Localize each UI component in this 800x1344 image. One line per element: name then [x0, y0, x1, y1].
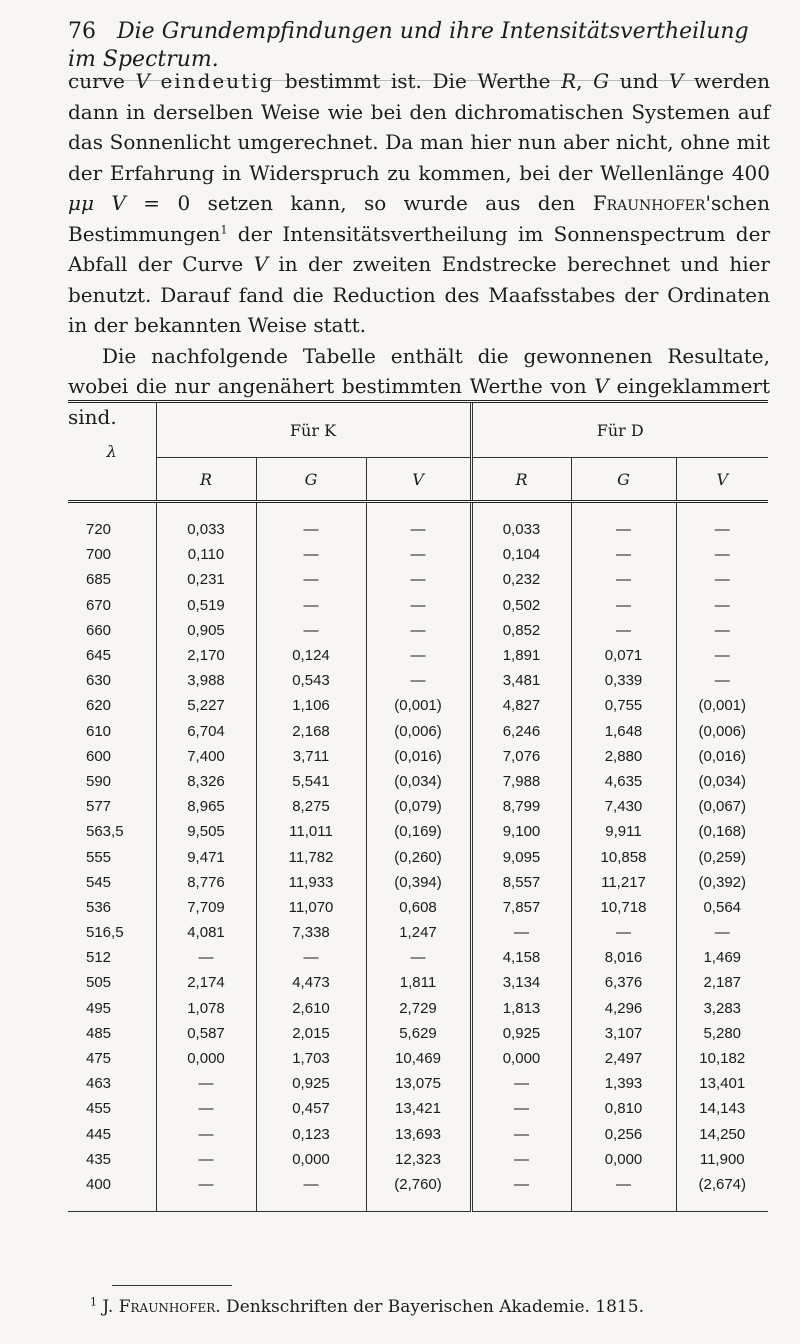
wavelength-cell: 700 [86, 546, 112, 564]
value-cell: 0,110 [156, 542, 256, 567]
wavelength-cell: 645 [86, 647, 112, 665]
value-cell: 1,648 [571, 719, 676, 744]
value-cell: 0,033 [471, 502, 571, 543]
value-cell: — [676, 643, 768, 668]
value-cell: — [471, 1122, 571, 1147]
text-span: Die nachfolgende Tabelle enthält die gewonnenen Resultate, wobei die nur angenähert bestimmten Werthe von [68, 343, 770, 398]
value-cell: 4,827 [471, 693, 571, 718]
value-cell: 14,250 [676, 1122, 768, 1147]
value-cell: — [676, 618, 768, 643]
value-cell: 2,187 [676, 970, 768, 995]
value-cell: — [256, 593, 366, 618]
table-row [68, 643, 768, 668]
value-cell: 11,933 [256, 870, 366, 895]
text-span: 'schen Bestimmungen [68, 191, 771, 246]
wavelength-cell: 590 [86, 772, 112, 790]
wavelength-cell: 435 [86, 1150, 112, 1168]
value-cell: 2,729 [366, 996, 471, 1021]
value-cell: 7,400 [156, 744, 256, 769]
value-cell: 10,718 [571, 895, 676, 920]
wavelength-cell: 720 [86, 521, 112, 539]
table-row [68, 1021, 768, 1046]
value-cell: 0,000 [256, 1147, 366, 1172]
wavelength-cell: 563,5 [86, 823, 124, 841]
wavelength-cell: 660 [86, 621, 112, 639]
value-cell: (0,006) [366, 719, 471, 744]
text-span: , [576, 69, 594, 93]
value-cell: — [256, 945, 366, 970]
value-cell: 0,852 [471, 618, 571, 643]
unit-mumu: μμ [68, 191, 94, 215]
value-cell: 10,469 [366, 1046, 471, 1071]
value-cell: 0,124 [256, 643, 366, 668]
value-cell: 8,776 [156, 870, 256, 895]
value-cell: — [571, 567, 676, 592]
lambda-header: λ [68, 402, 156, 502]
value-cell: 0,564 [676, 895, 768, 920]
value-cell: 2,170 [156, 643, 256, 668]
value-cell: 8,326 [156, 769, 256, 794]
value-cell: 0,755 [571, 693, 676, 718]
paragraph-1 [68, 66, 770, 341]
value-cell: (0,016) [366, 744, 471, 769]
value-cell: — [471, 920, 571, 945]
value-cell: 7,988 [471, 769, 571, 794]
value-cell: 4,296 [571, 996, 676, 1021]
value-cell: — [256, 618, 366, 643]
table-row [68, 1046, 768, 1071]
table-row [68, 744, 768, 769]
col-header-k-v: V [366, 458, 471, 502]
value-cell: 8,275 [256, 794, 366, 819]
value-cell: — [256, 1172, 366, 1212]
value-cell: — [256, 502, 366, 543]
value-cell: 0,502 [471, 593, 571, 618]
wavelength-cell: 670 [86, 596, 112, 614]
value-cell: 3,107 [571, 1021, 676, 1046]
wavelength-cell: 577 [86, 798, 112, 816]
value-cell: 6,704 [156, 719, 256, 744]
results-table [68, 400, 768, 1212]
text-span [94, 191, 111, 215]
value-cell: — [471, 1096, 571, 1121]
value-cell: 0,000 [571, 1147, 676, 1172]
value-cell: — [156, 945, 256, 970]
var-g: G [593, 69, 610, 93]
var-v: V [668, 69, 684, 93]
value-cell: — [156, 1147, 256, 1172]
value-cell: (0,392) [676, 870, 768, 895]
value-cell: — [676, 668, 768, 693]
value-cell: 0,033 [156, 502, 256, 543]
var-v: V [111, 191, 126, 215]
value-cell: — [366, 593, 471, 618]
value-cell: — [256, 542, 366, 567]
value-cell: 5,280 [676, 1021, 768, 1046]
value-cell: 8,799 [471, 794, 571, 819]
value-cell: — [676, 567, 768, 592]
value-cell: — [571, 920, 676, 945]
value-cell: 4,158 [471, 945, 571, 970]
wavelength-cell: 485 [86, 1024, 112, 1042]
value-cell: 11,782 [256, 844, 366, 869]
value-cell: 4,635 [571, 769, 676, 794]
var-v: V [253, 252, 269, 276]
value-cell: 2,880 [571, 744, 676, 769]
col-header-d-v: V [676, 458, 768, 502]
value-cell: 4,081 [156, 920, 256, 945]
value-cell: — [366, 542, 471, 567]
value-cell: 0,905 [156, 618, 256, 643]
value-cell: (0,006) [676, 719, 768, 744]
text-span: und [609, 69, 669, 93]
value-cell: — [156, 1071, 256, 1096]
var-v: V [135, 69, 150, 93]
value-cell: 9,095 [471, 844, 571, 869]
table-row [68, 895, 768, 920]
value-cell: (2,674) [676, 1172, 768, 1212]
value-cell: (0,034) [676, 769, 768, 794]
value-cell: 3,988 [156, 668, 256, 693]
value-cell: 0,256 [571, 1122, 676, 1147]
group-d-label: Für D [596, 420, 644, 440]
value-cell: 13,421 [366, 1096, 471, 1121]
wavelength-cell: 610 [86, 722, 112, 740]
value-cell: — [366, 668, 471, 693]
wavelength-cell: 630 [86, 672, 112, 690]
footnote-rule [112, 1285, 232, 1286]
spaced-word: eindeutig [160, 69, 275, 93]
value-cell: (0,260) [366, 844, 471, 869]
text-span: curve [68, 69, 136, 93]
value-cell: 0,457 [256, 1096, 366, 1121]
value-cell: (0,001) [676, 693, 768, 718]
value-cell: 13,075 [366, 1071, 471, 1096]
value-cell: 1,078 [156, 996, 256, 1021]
value-cell: 0,104 [471, 542, 571, 567]
text-span: bestimmt ist. Die Werthe [274, 69, 562, 93]
table-row [68, 693, 768, 718]
wavelength-cell: 495 [86, 999, 112, 1017]
value-cell: 0,925 [471, 1021, 571, 1046]
value-cell: 9,911 [571, 819, 676, 844]
value-cell: (0,168) [676, 819, 768, 844]
text-span: eingeklammert sind. [68, 374, 770, 429]
table-row [68, 844, 768, 869]
value-cell: — [676, 920, 768, 945]
value-cell: 6,246 [471, 719, 571, 744]
text-span: in der zweiten Endstrecke berechnet und hier benutzt. Darauf fand die Reduction des Maafsstabes der Ordinaten in der bekannten Weise statt. [68, 252, 770, 337]
table-row [68, 668, 768, 693]
value-cell: 0,000 [156, 1046, 256, 1071]
footnote [90, 1295, 780, 1319]
value-cell: 2,610 [256, 996, 366, 1021]
value-cell: 8,557 [471, 870, 571, 895]
group-header-k [156, 402, 471, 458]
value-cell: 7,857 [471, 895, 571, 920]
value-cell: 14,143 [676, 1096, 768, 1121]
value-cell: 0,000 [471, 1046, 571, 1071]
wavelength-cell: 475 [86, 1050, 112, 1068]
table-body [68, 502, 768, 1212]
value-cell: 3,711 [256, 744, 366, 769]
table-row [68, 769, 768, 794]
value-cell: 3,134 [471, 970, 571, 995]
value-cell: 1,393 [571, 1071, 676, 1096]
wavelength-cell: 545 [86, 873, 112, 891]
value-cell: 3,283 [676, 996, 768, 1021]
table-row [68, 1147, 768, 1172]
var-v: V [594, 374, 609, 398]
footnote-ref[interactable]: 1 [220, 222, 228, 236]
value-cell: — [471, 1172, 571, 1212]
value-cell: — [571, 502, 676, 543]
value-cell: — [366, 618, 471, 643]
value-cell: — [471, 1071, 571, 1096]
value-cell: — [571, 593, 676, 618]
wavelength-cell: 536 [86, 898, 112, 916]
value-cell: — [571, 542, 676, 567]
value-cell: — [676, 593, 768, 618]
wavelength-cell: 685 [86, 571, 112, 589]
group-header-d [471, 402, 768, 458]
value-cell: 0,925 [256, 1071, 366, 1096]
value-cell: 1,703 [256, 1046, 366, 1071]
value-cell: — [676, 502, 768, 543]
col-header-k-g: G [256, 458, 366, 502]
table-row [68, 996, 768, 1021]
footnote-author: J. Fraunhofer. [102, 1297, 221, 1317]
value-cell: 1,891 [471, 643, 571, 668]
value-cell: — [156, 1172, 256, 1212]
value-cell: (2,760) [366, 1172, 471, 1212]
value-cell: 0,339 [571, 668, 676, 693]
wavelength-cell: 512 [86, 949, 112, 967]
value-cell: — [471, 1147, 571, 1172]
value-cell: (0,169) [366, 819, 471, 844]
value-cell: (0,079) [366, 794, 471, 819]
table-row [68, 970, 768, 995]
value-cell: 10,182 [676, 1046, 768, 1071]
table-row [68, 945, 768, 970]
value-cell: 11,070 [256, 895, 366, 920]
value-cell: 5,227 [156, 693, 256, 718]
value-cell: — [366, 643, 471, 668]
wavelength-cell: 516,5 [86, 924, 124, 942]
value-cell: 0,519 [156, 593, 256, 618]
value-cell: 2,497 [571, 1046, 676, 1071]
table-row [68, 618, 768, 643]
table-row [68, 1172, 768, 1212]
table-row [68, 819, 768, 844]
value-cell: — [366, 502, 471, 543]
value-cell: 11,217 [571, 870, 676, 895]
value-cell: 3,481 [471, 668, 571, 693]
table-row [68, 1071, 768, 1096]
table-row [68, 719, 768, 744]
value-cell: 1,247 [366, 920, 471, 945]
table-row [68, 870, 768, 895]
table-row [68, 1096, 768, 1121]
value-cell: 0,123 [256, 1122, 366, 1147]
value-cell: 5,541 [256, 769, 366, 794]
value-cell: (0,034) [366, 769, 471, 794]
value-cell: 8,016 [571, 945, 676, 970]
value-cell: — [156, 1122, 256, 1147]
value-cell: 7,430 [571, 794, 676, 819]
value-cell: 2,168 [256, 719, 366, 744]
value-cell: 13,401 [676, 1071, 768, 1096]
value-cell: 0,810 [571, 1096, 676, 1121]
value-cell: 1,469 [676, 945, 768, 970]
value-cell: 1,811 [366, 970, 471, 995]
value-cell: 1,813 [471, 996, 571, 1021]
wavelength-cell: 455 [86, 1100, 112, 1118]
table-row [68, 502, 768, 543]
table-row [68, 794, 768, 819]
text-span: werden dann in derselben Weise wie bei den dichromatischen Systemen auf das Sonnenlicht umgerechnet. Da man hier nun aber nicht, ohne mit der Erfahrung in Widerspruch zu kommen, bei der Wellenlänge 400 [68, 69, 770, 185]
value-cell: 0,587 [156, 1021, 256, 1046]
value-cell: — [366, 945, 471, 970]
author-name: Fraunhofer [592, 191, 706, 215]
value-cell: 0,543 [256, 668, 366, 693]
value-cell: 13,693 [366, 1122, 471, 1147]
text-span: der Intensitätsvertheilung im Sonnenspectrum der Abfall der Curve [68, 221, 770, 276]
value-cell: 9,471 [156, 844, 256, 869]
value-cell: 6,376 [571, 970, 676, 995]
value-cell: 11,900 [676, 1147, 768, 1172]
wavelength-cell: 400 [68, 1172, 156, 1212]
table-row [68, 542, 768, 567]
table-row [68, 1122, 768, 1147]
value-cell: (0,067) [676, 794, 768, 819]
value-cell: 5,629 [366, 1021, 471, 1046]
value-cell: — [156, 1096, 256, 1121]
value-cell: (0,016) [676, 744, 768, 769]
value-cell: (0,259) [676, 844, 768, 869]
value-cell: 11,011 [256, 819, 366, 844]
wavelength-cell: 620 [86, 697, 112, 715]
wavelength-cell: 505 [86, 974, 112, 992]
col-header-d-r: R [471, 458, 571, 502]
value-cell: 12,323 [366, 1147, 471, 1172]
table-row [68, 593, 768, 618]
value-cell: (0,394) [366, 870, 471, 895]
value-cell: 9,505 [156, 819, 256, 844]
wavelength-cell: 463 [86, 1075, 112, 1093]
page-number: 76 [68, 19, 96, 44]
value-cell: 0,232 [471, 567, 571, 592]
value-cell: 0,231 [156, 567, 256, 592]
value-cell: 0,071 [571, 643, 676, 668]
value-cell: 7,709 [156, 895, 256, 920]
col-header-d-g: G [571, 458, 676, 502]
col-header-k-r: R [156, 458, 256, 502]
value-cell: 2,015 [256, 1021, 366, 1046]
wavelength-cell: 445 [86, 1125, 112, 1143]
value-cell: — [256, 567, 366, 592]
value-cell: — [676, 542, 768, 567]
value-cell: — [571, 1172, 676, 1212]
value-cell: 8,965 [156, 794, 256, 819]
value-cell: — [366, 567, 471, 592]
wavelength-cell: 600 [86, 747, 112, 765]
running-title: Die Grundempfindungen und ihre Intensitätsvertheilung im Spectrum. [68, 19, 749, 72]
value-cell: 7,076 [471, 744, 571, 769]
value-cell: 4,473 [256, 970, 366, 995]
group-k-label: Für K [289, 420, 337, 440]
value-cell: (0,001) [366, 693, 471, 718]
var-r: R [561, 69, 577, 93]
text-span: = 0 setzen kann, so wurde aus den [125, 191, 593, 215]
value-cell: 0,608 [366, 895, 471, 920]
value-cell: 10,858 [571, 844, 676, 869]
body-text [68, 66, 770, 432]
value-cell: 2,174 [156, 970, 256, 995]
value-cell: 1,106 [256, 693, 366, 718]
value-cell: 7,338 [256, 920, 366, 945]
footnote-marker: 1 [90, 1295, 97, 1309]
value-cell: — [571, 618, 676, 643]
wavelength-cell: 555 [86, 848, 112, 866]
footnote-text: Denkschriften der Bayerischen Akademie. 1815. [220, 1297, 644, 1317]
table-row [68, 920, 768, 945]
table-row [68, 567, 768, 592]
text-span [150, 69, 161, 93]
value-cell: 9,100 [471, 819, 571, 844]
